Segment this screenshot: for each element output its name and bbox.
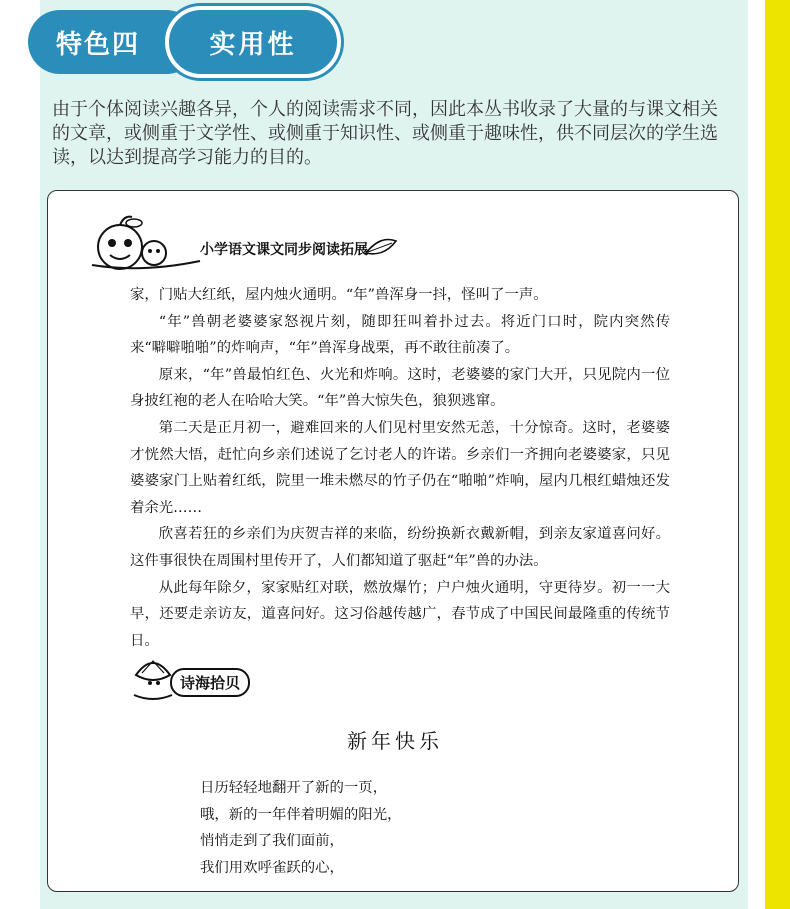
intro-text: 由于个体阅读兴趣各异，个人的阅读需求不同，因此本丛书收录了大量的与课文相关的文章，或侧重于文学性、或侧重于知识性、或侧重于趣味性，供不同层次的学生选读，以达到提高学习能力的目的。 [52, 99, 718, 168]
story-text [130, 282, 670, 654]
series-title: 小学语文课文同步阅读拓展 [200, 242, 368, 258]
series-header [82, 213, 392, 273]
paragraph: “年”兽朝老婆婆家怒视片刻，随即狂叫着扑过去。将近门口时，院内突然传来“噼噼啪啪”的炸响声，“年”兽浑身战栗，再不敢往前凑了。 [130, 313, 670, 357]
poem-line: 日历轻轻地翻开了新的一页， [200, 780, 388, 796]
poem-section-badge [130, 655, 270, 703]
paragraph: 从此每年除夕，家家贴红对联，燃放爆竹；户户烛火通明，守更待岁。初一一大早，还要走亲访友，道喜问好。这习俗越传越广，春节成了中国民间最隆重的传统节日。 [130, 579, 670, 649]
feature-number-label: 特色四 [56, 29, 141, 60]
poem-line: 哦，新的一年伴着明媚的阳光， [200, 806, 402, 823]
apple-mascot-icon [82, 213, 202, 273]
paragraph: 家，门贴大红纸，屋内烛火通明。“年”兽浑身一抖，怪叫了一声。 [130, 287, 548, 303]
feature-name-badge [165, 6, 341, 78]
poem-section-label: 诗海拾贝 [170, 668, 250, 697]
poem-line: 我们用欢呼雀跃的心， [200, 859, 344, 876]
poem-title: 新年快乐 [347, 729, 443, 753]
side-accent-bar [765, 0, 790, 909]
paragraph: 第二天是正月初一，避难回来的人们见村里安然无恙，十分惊奇。这时，老婆婆才恍然大悟，赶忙向乡亲们述说了乞讨老人的许诺。乡亲们一齐拥向老婆婆家，只见婆婆家门上贴着红纸，院里一堆未燃尽的竹子仍在“啪啪”炸响，屋内几根红蜡烛还发着余光…… [130, 419, 670, 516]
leaf-icon [364, 237, 398, 257]
paragraph: 欣喜若狂的乡亲们为庆贺吉祥的来临，纷纷换新衣戴新帽，到亲友家道喜问好。这件事很快在周围村里传开了，人们都知道了驱赶“年”兽的办法。 [130, 526, 670, 569]
paragraph: 原来，“年”兽最怕红色、火光和炸响。这时，老婆婆的家门大开，只见院内一位身披红袍的老人在哈哈大笑。“年”兽大惊失色，狼狈逃窜。 [130, 366, 670, 410]
feature-name-label: 实用性 [209, 29, 297, 60]
poem-body [200, 775, 600, 881]
poem-line: 悄悄走到了我们面前， [200, 833, 344, 850]
